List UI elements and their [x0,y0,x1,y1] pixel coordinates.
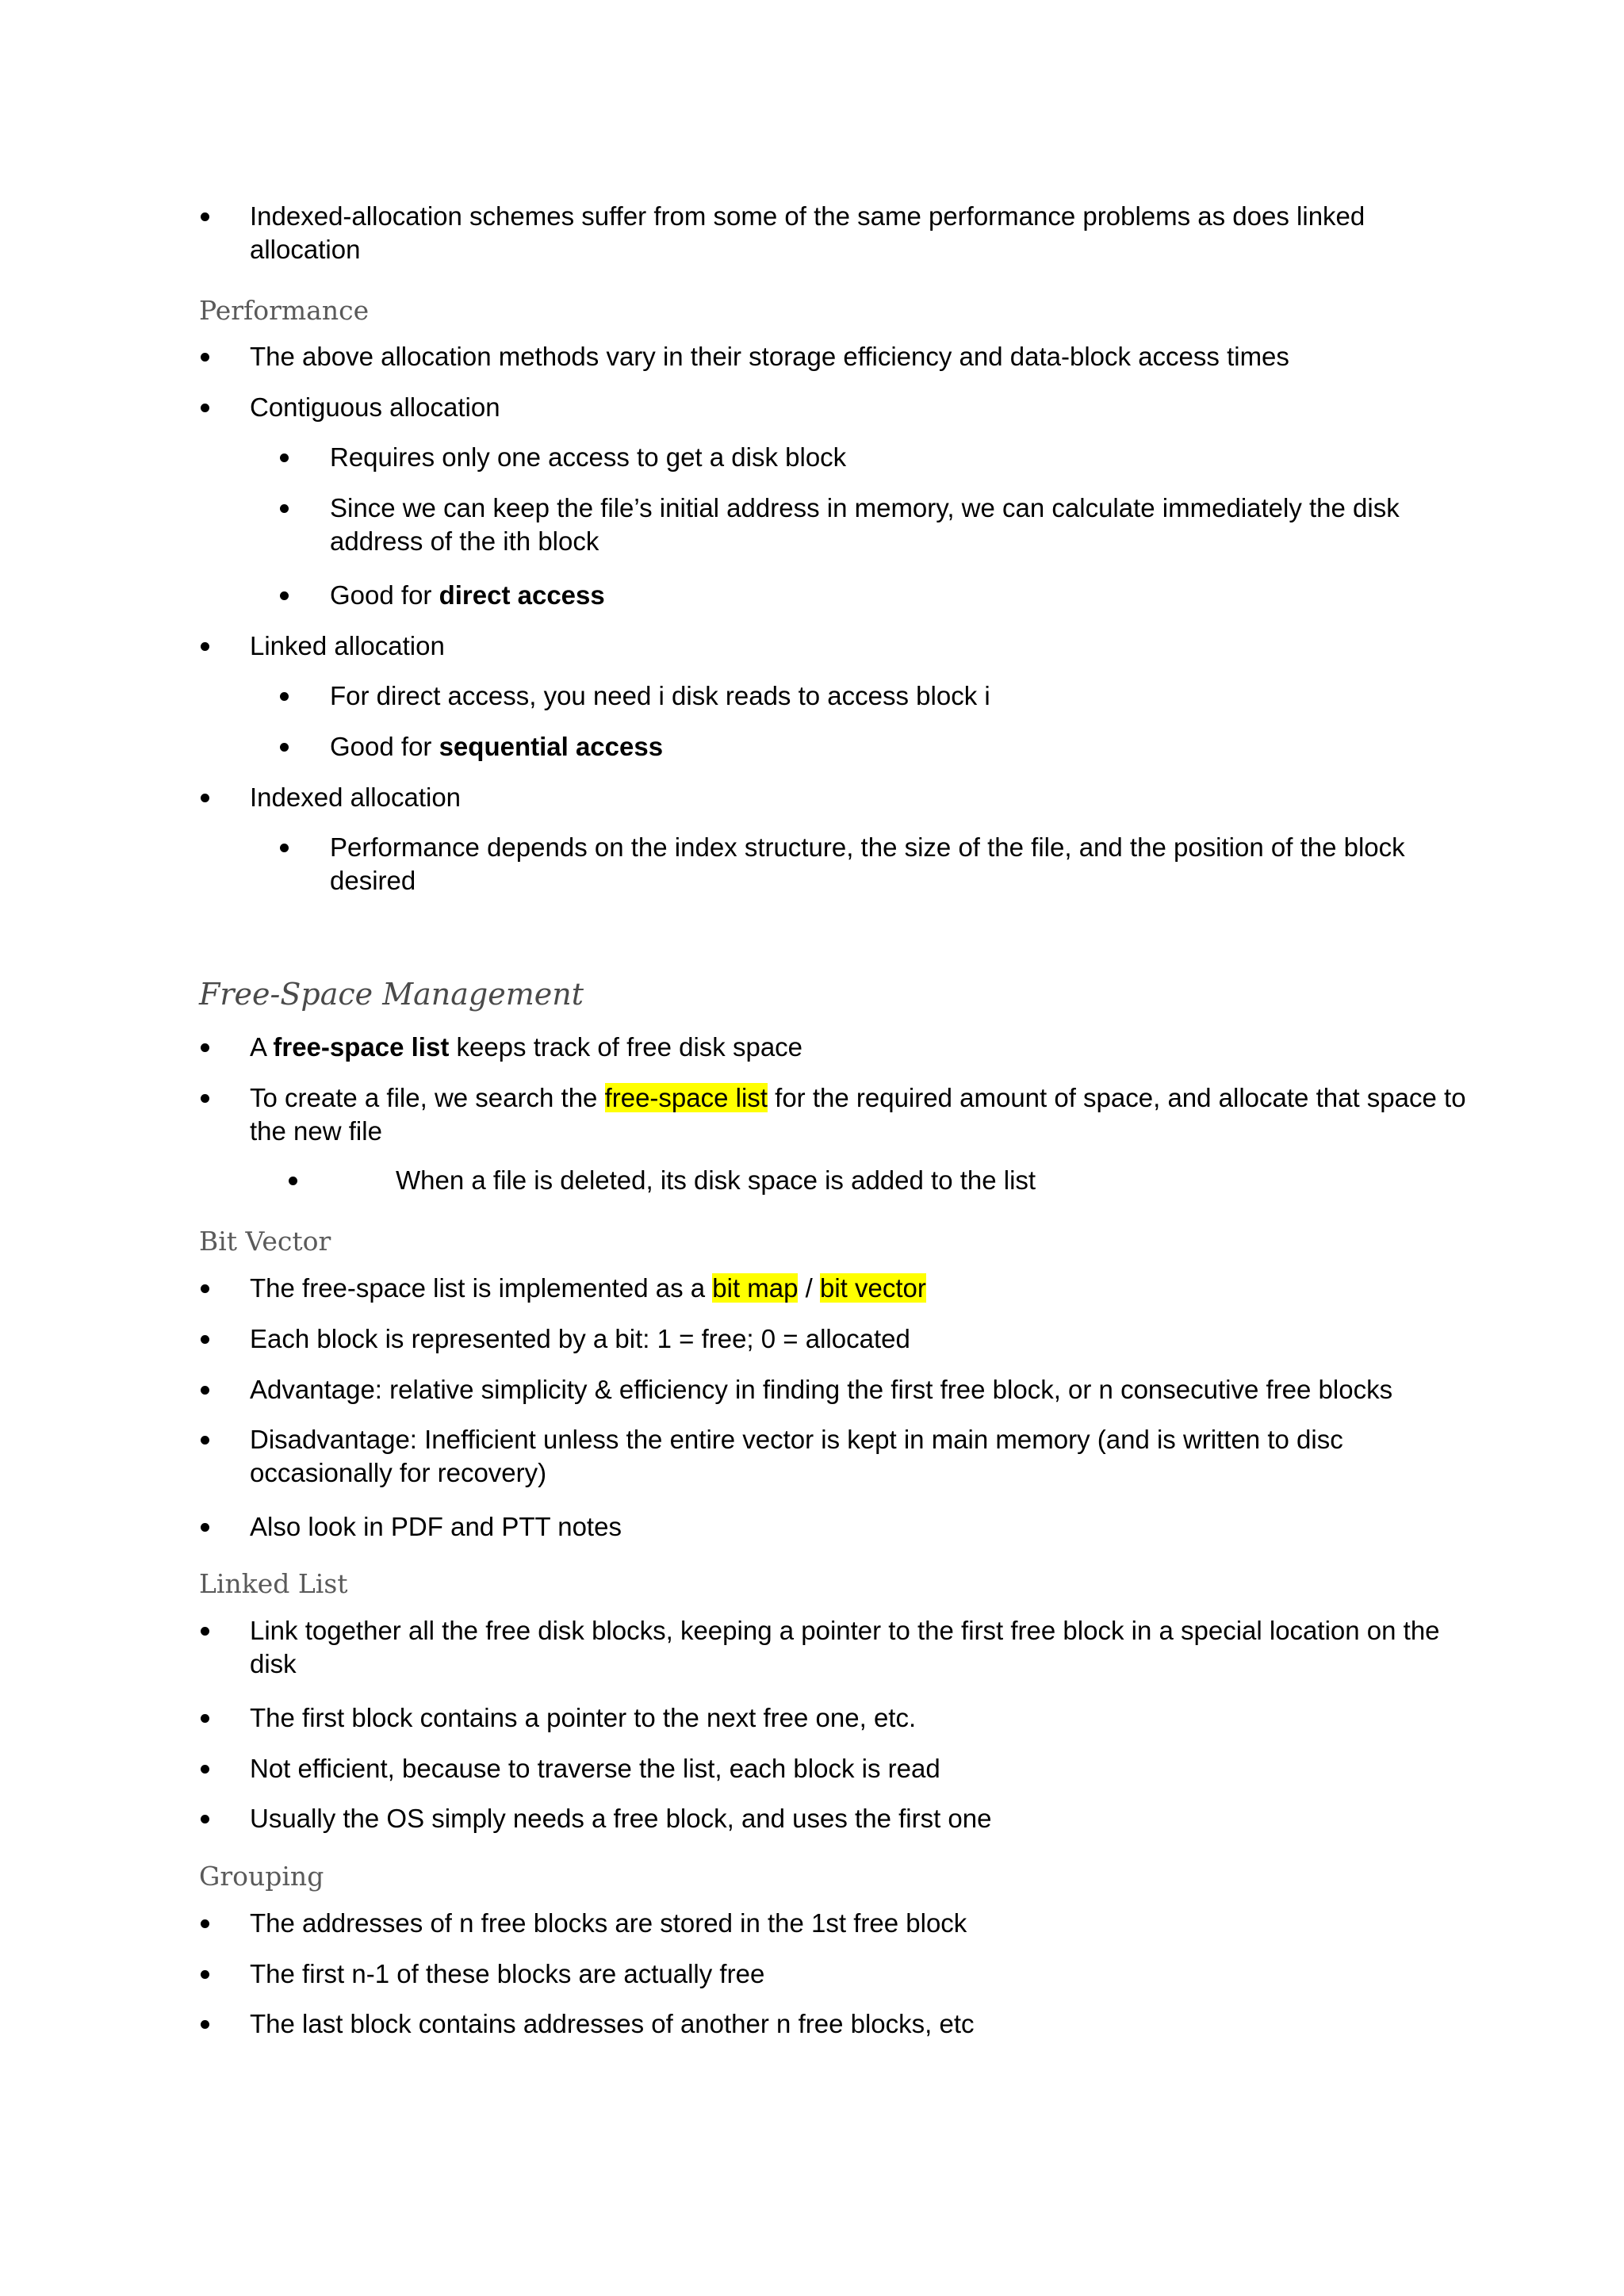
linked-list-item-1-cont: disk [250,1649,297,1678]
bullet [280,692,289,701]
highlighted-text: free-space list [604,1083,768,1112]
bullet [201,1919,209,1928]
intro-line-2: allocation [250,235,361,264]
bit-vector-heading: Bit Vector [199,1226,331,1257]
bold-text: sequential access [439,732,664,761]
bullet [280,504,289,513]
bullet [280,844,289,852]
text: / [798,1273,820,1303]
bit-vector-item-4: Disadvantage: Inefficient unless the entire vector is kept in main memory (and is written to disc [250,1425,1343,1454]
grouping-item-1: The addresses of n free blocks are stored in the 1st free block [250,1908,967,1938]
intro-line-1: Indexed-allocation schemes suffer from some of the same performance problems as does linked [250,201,1365,231]
linked-list-item-3: Not efficient, because to traverse the list, each block is read [250,1754,940,1783]
bullet [201,1436,209,1445]
linked-list-item-4: Usually the OS simply needs a free block, and uses the first one [250,1804,992,1833]
free-space-item-2-cont: the new file [250,1116,382,1146]
performance-subitem: For direct access, you need i disk reads to access block i [330,681,990,710]
performance-item-1: The above allocation methods vary in their storage efficiency and data-block access times [250,342,1289,371]
text: for the required amount of space, and allocate that space to [767,1083,1466,1112]
bullet [201,1765,209,1774]
performance-item-4: Indexed allocation [250,783,462,812]
linked-list-item-1: Link together all the free disk blocks, keeping a pointer to the first free block in a special location on the [250,1616,1440,1645]
bold-text: free-space list [273,1032,450,1062]
highlighted-text: bit vector [820,1273,926,1303]
performance-subitem: desired [330,866,416,895]
bullet [201,353,209,362]
bullet [201,1627,209,1636]
bullet [201,1335,209,1344]
linked-list-item-2: The first block contains a pointer to the next free one, etc. [250,1703,917,1732]
bullet [201,794,209,802]
text: Good for [330,580,439,610]
text: The free-space list is implemented as a [250,1273,713,1303]
grouping-item-3: The last block contains addresses of another n free blocks, etc [250,2009,975,2038]
bit-vector-item-3: Advantage: relative simplicity & efficiency in finding the first free block, or n consecutive free blocks [250,1375,1393,1404]
free-space-heading: Free-Space Management [199,977,584,1012]
free-space-item-2 [250,1081,1466,1115]
free-space-item-1 [250,1031,802,1064]
bullet [201,642,209,651]
bullet [201,2020,209,2029]
text: Good for [330,732,439,761]
performance-heading: Performance [199,295,370,326]
linked-list-heading: Linked List [199,1568,348,1599]
bullet [280,743,289,752]
free-space-subitem: When a file is deleted, its disk space is added to the list [396,1165,1036,1195]
bullet [201,1523,209,1532]
performance-subitem [330,730,663,763]
performance-subitem: Since we can keep the file’s initial address in memory, we can calculate immediately the disk [330,493,1400,522]
text: To create a file, we search the [250,1083,605,1112]
bullet [201,1815,209,1823]
grouping-item-2: The first n-1 of these blocks are actually free [250,1959,765,1988]
bullet [201,1094,209,1103]
bullet [201,1043,209,1052]
bit-vector-item-2: Each block is represented by a bit: 1 = free; 0 = allocated [250,1324,910,1353]
text: A [250,1032,274,1062]
bullet [201,1386,209,1395]
performance-item-3: Linked allocation [250,631,445,660]
bullet [289,1177,297,1185]
performance-subitem: address of the ith block [330,526,599,556]
performance-subitem: Requires only one access to get a disk block [330,442,847,472]
performance-subitem [330,579,605,612]
bit-vector-item-4-cont: occasionally for recovery) [250,1458,547,1487]
performance-subitem: Performance depends on the index structure, the size of the file, and the position of the block [330,832,1405,862]
text: keeps track of free disk space [449,1032,803,1062]
bold-text: direct access [439,580,605,610]
grouping-heading: Grouping [199,1861,324,1892]
bullet [280,591,289,600]
bit-vector-item-5: Also look in PDF and PTT notes [250,1512,622,1541]
bullet [201,1714,209,1723]
bullet [280,453,289,462]
bullet [201,1284,209,1293]
bit-vector-item-1 [250,1272,926,1305]
bullet [201,212,209,221]
performance-item-2: Contiguous allocation [250,392,500,422]
bullet [201,404,209,412]
highlighted-text: bit map [712,1273,799,1303]
bullet [201,1970,209,1979]
